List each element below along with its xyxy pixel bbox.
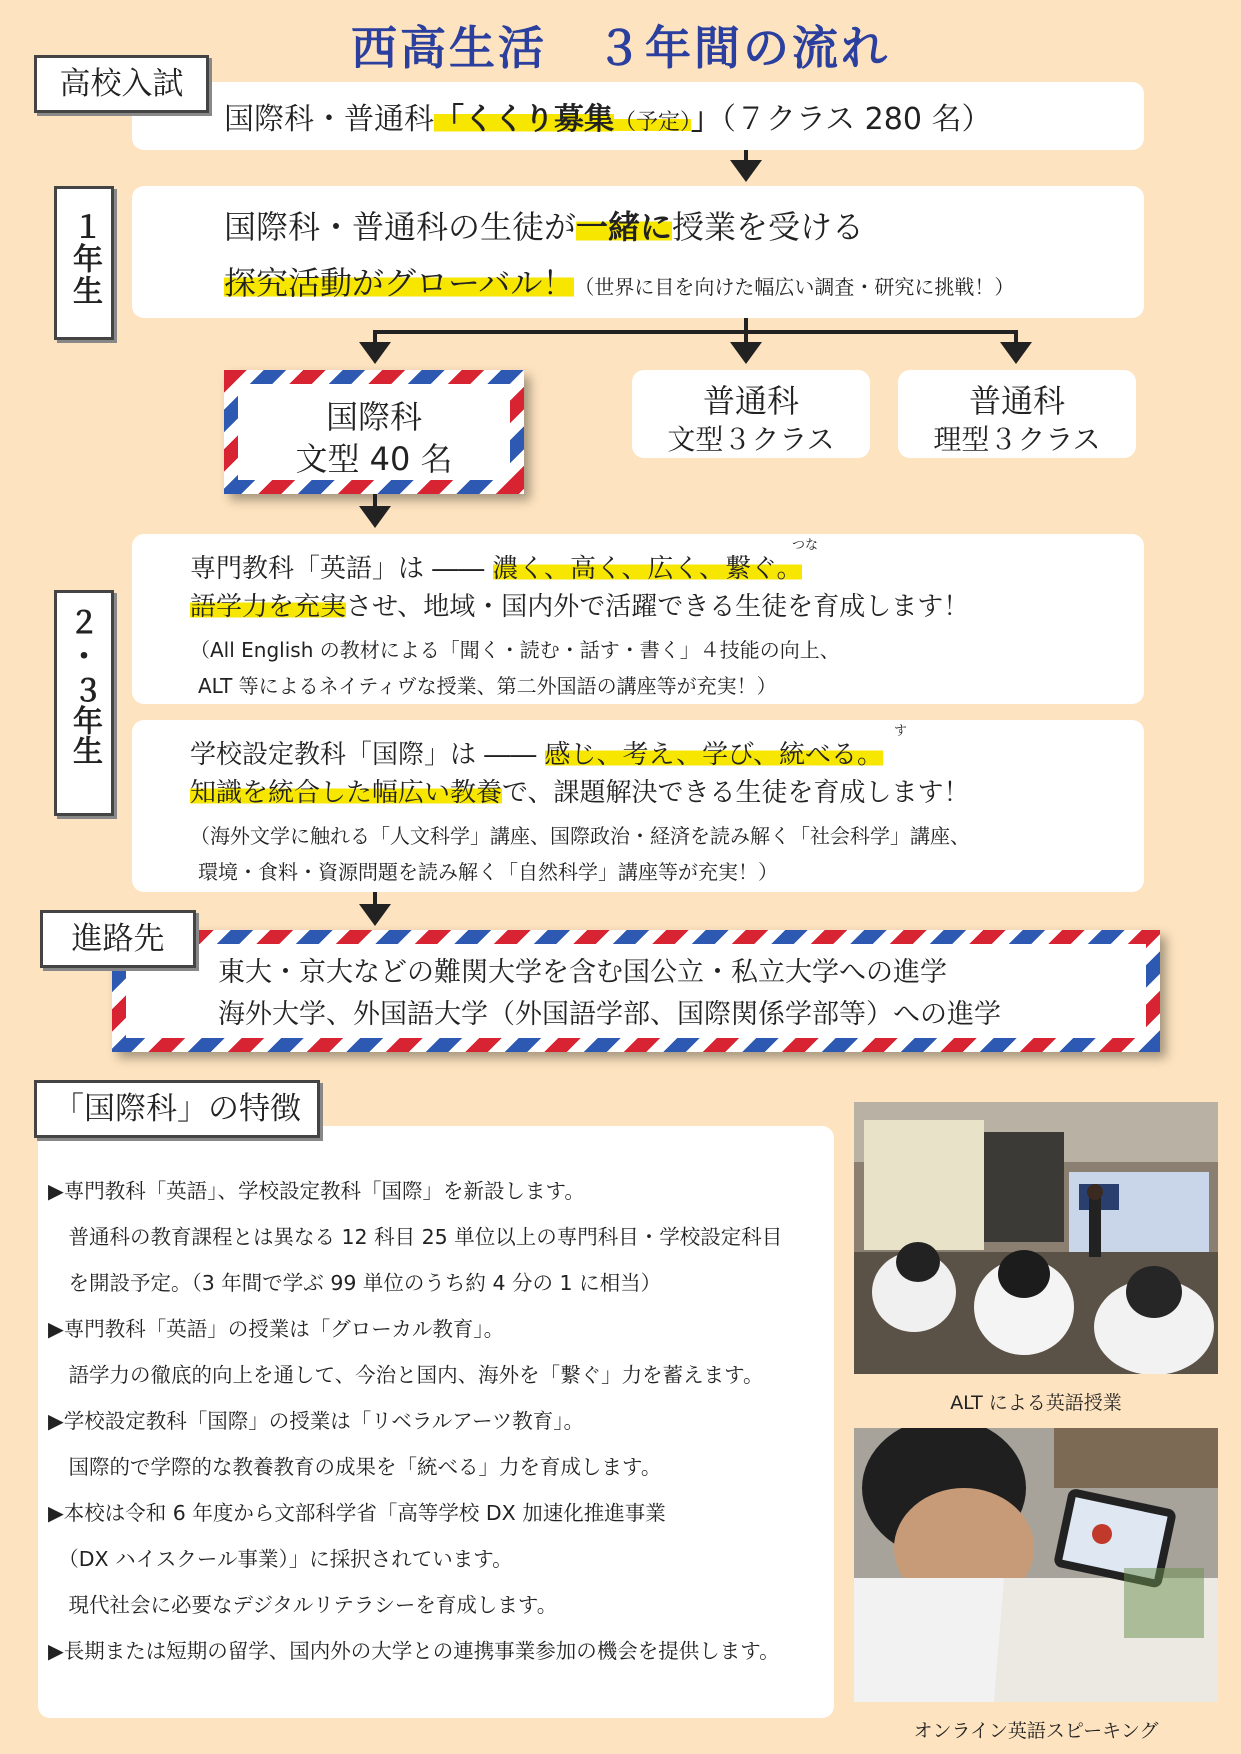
- entrance-box: [132, 82, 1144, 150]
- feature-item: ▶本校は令和 6 年度から文部科学省「高等学校 DX 加速化推進事業: [48, 1501, 666, 1525]
- arrow-head: [359, 904, 391, 926]
- year1-line1: [224, 202, 864, 248]
- arrow-head: [359, 342, 391, 364]
- futsu-rikei-title: 普通科: [968, 382, 1065, 420]
- tablet-photo: [854, 1428, 1218, 1702]
- photo-caption-1: ALT による英語授業: [950, 1392, 1122, 1414]
- classroom-illustration: [854, 1102, 1218, 1374]
- year1-label: [54, 186, 114, 340]
- kokusai-line1-hl: 感じ、考え、学び、統べる。: [544, 740, 884, 770]
- photo-caption-2: オンライン英語スピーキング: [913, 1720, 1159, 1742]
- kokusai-subject-box: [132, 720, 1144, 892]
- year1-line2-small: （世界に目を向けた幅広い調査・研究に挑戦！）: [574, 275, 1015, 299]
- eigo-line1-pre: 専門教科「英語」は ――: [190, 554, 493, 584]
- eigo-ruby: つな: [792, 538, 819, 553]
- kokusai-line2-hl: 知識を統合した幅広い教養: [190, 778, 503, 808]
- year1-box: [132, 186, 1144, 318]
- futsu-bunkei-box: [632, 370, 870, 458]
- entrance-text-post: （７クラス 280 名）: [721, 102, 992, 137]
- feature-item: （DX ハイスクール事業）」に採択されています。: [48, 1547, 513, 1571]
- feature-item: ▶長期または短期の留学、国内外の大学との連携事業参加の機会を提供します。: [48, 1639, 780, 1663]
- kokusai-note2: 環境・食料・資源問題を読み解く「自然科学」講座等が充実！）: [198, 860, 778, 884]
- feature-item: を開設予定。（3 年間で学ぶ 99 単位のうち約 4 分の 1 に相当）: [48, 1271, 662, 1295]
- year1-line1-pre: 国際科・普通科の生徒が: [224, 208, 577, 246]
- features-list: [48, 1168, 782, 1674]
- futsu-bunkei-sub: 文型３クラス: [667, 423, 835, 456]
- feature-item: 国際的で学際的な教養教育の成果を「統べる」力を育成します。: [48, 1455, 662, 1479]
- eigo-box: [132, 534, 1144, 704]
- feature-item: ▶専門教科「英語」の授業は「グローカル教育」。: [48, 1317, 505, 1341]
- features-box: [38, 1126, 834, 1718]
- entrance-text: [224, 94, 991, 138]
- kokusai-ruby: す: [894, 724, 908, 739]
- eigo-line2: [190, 586, 969, 623]
- year23-label-3: ３年生: [67, 675, 102, 765]
- kokusai-line1-pre: 学校設定教科「国際」は ――: [190, 740, 545, 770]
- futsu-rikei-sub: 理型３クラス: [933, 423, 1101, 456]
- kokusai-note1: （海外文学に触れる「人文科学」講座、国際政治・経済を読み解く「社会科学」講座、: [190, 824, 970, 848]
- feature-item: ▶学校設定教科「国際」の授業は「リベラルアーツ教育」。: [48, 1409, 585, 1433]
- entrance-text-bold2: 」: [691, 102, 722, 137]
- career-line2: 海外大学、外国語大学（外国語学部、国際関係学部等）への進学: [218, 999, 1001, 1030]
- year1-line2-hl: 探究活動がグローバル！: [224, 264, 575, 302]
- eigo-note1: （All English の教材による「聞く・読む・話す・書く」４技能の向上、: [190, 638, 840, 662]
- kokusai-line2-post: で、課題解決できる生徒を育成します！: [502, 778, 970, 808]
- arrow-head: [730, 342, 762, 364]
- kokusai-line2: [190, 772, 970, 809]
- career-box: [112, 930, 1160, 1052]
- arrow-head: [359, 506, 391, 528]
- branch-line-horizontal: [373, 330, 1018, 334]
- feature-item: ▶専門教科「英語」、学校設定教科「国際」を新設します。: [48, 1179, 585, 1203]
- entrance-text-small: （予定）: [614, 110, 692, 135]
- features-label: 「国際科」の特徴: [34, 1080, 320, 1138]
- kokusai-class-title: 国際科: [325, 398, 422, 436]
- career-label: 進路先: [40, 910, 196, 968]
- entrance-text-pre: 国際科・普通科: [224, 102, 434, 137]
- eigo-line1: [190, 548, 802, 585]
- tablet-illustration: [854, 1428, 1218, 1702]
- kokusai-class-box: [224, 370, 524, 494]
- arrow-head: [1000, 342, 1032, 364]
- feature-item: 現代社会に必要なデジタルリテラシーを育成します。: [48, 1593, 558, 1617]
- career-line1: 東大・京大などの難関大学を含む国公立・私立大学への進学: [218, 957, 947, 988]
- year23-label: [54, 590, 114, 816]
- futsu-rikei-box: [898, 370, 1136, 458]
- eigo-line1-hl: 濃く、高く、広く、繋ぐ。: [492, 554, 803, 584]
- classroom-photo: [854, 1102, 1218, 1374]
- futsu-bunkei-title: 普通科: [702, 382, 799, 420]
- entrance-text-bold: 「くくり募集: [434, 102, 614, 137]
- year1-line1-post: 授業を受ける: [672, 208, 865, 246]
- kokusai-class-sub: 文型 40 名: [295, 440, 453, 478]
- eigo-note2: ALT 等によるネイティヴな授業、第二外国語の講座等が充実！）: [198, 674, 777, 698]
- eigo-line2-post: させ、地域・国内外で活躍できる生徒を育成します！: [346, 592, 970, 622]
- year1-line2: [224, 258, 1014, 304]
- year1-label-text: １年生: [67, 211, 102, 307]
- year23-label-2: ・: [69, 640, 99, 675]
- feature-item: 語学力の徹底的向上を通して、今治と国内、海外を「繋ぐ」力を蓄えます。: [48, 1363, 764, 1387]
- entrance-label: 高校入試: [34, 55, 209, 113]
- kokusai-line1: [190, 734, 883, 771]
- feature-item: 普通科の教育課程とは異なる 12 科目 25 単位以上の専門科目・学校設定科目: [48, 1225, 783, 1249]
- arrow-head: [730, 160, 762, 182]
- eigo-line2-hl: 語学力を充実: [190, 592, 347, 622]
- page-title: 西高生活 ３年間の流れ: [351, 21, 890, 75]
- year23-label-1: ２: [69, 606, 99, 641]
- year1-line1-hl: 一緒に: [576, 208, 673, 246]
